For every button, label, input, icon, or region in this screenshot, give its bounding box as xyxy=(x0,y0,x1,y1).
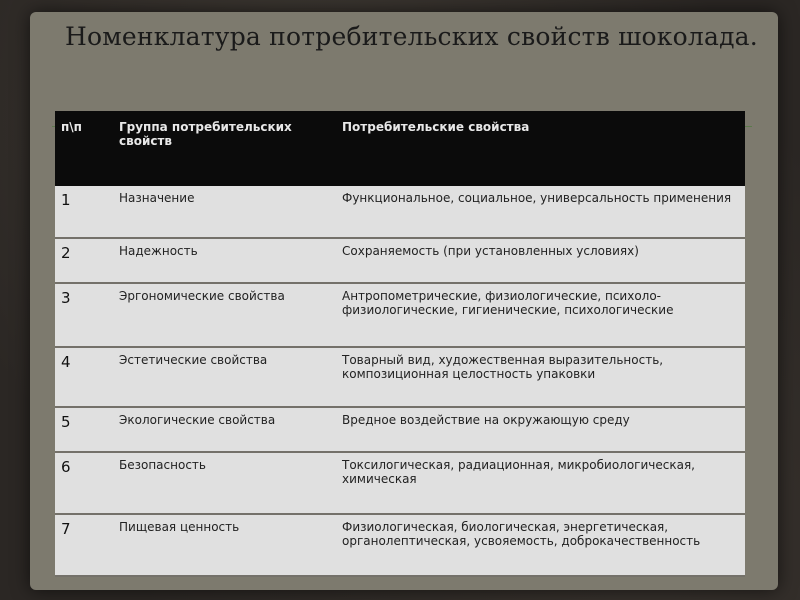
row-properties: Физиологическая, биологическая, энергетическая, органолептическая, усвояемость, доброкачественность xyxy=(336,514,745,576)
row-group: Экологические свойства xyxy=(113,407,336,452)
table-row xyxy=(55,407,745,452)
row-number: 3 xyxy=(55,283,113,347)
row-group: Надежность xyxy=(113,238,336,283)
row-properties: Функциональное, социальное, универсальность применения xyxy=(336,186,745,238)
header-number: п\п xyxy=(55,111,113,186)
row-number: 1 xyxy=(55,186,113,238)
row-group: Безопасность xyxy=(113,452,336,514)
row-number: 4 xyxy=(55,347,113,407)
row-number: 5 xyxy=(55,407,113,452)
row-group: Эстетические свойства xyxy=(113,347,336,407)
row-group: Эргономические свойства xyxy=(113,283,336,347)
row-properties: Товарный вид, художественная выразительность, композиционная целостность упаковки xyxy=(336,347,745,407)
row-properties: Антропометрические, физиологические, психоло-физиологические, гигиенические, психологические xyxy=(336,283,745,347)
row-group: Пищевая ценность xyxy=(113,514,336,576)
row-properties: Сохраняемость (при установленных условиях) xyxy=(336,238,745,283)
row-group: Назначение xyxy=(113,186,336,238)
row-number: 6 xyxy=(55,452,113,514)
row-properties: Токсилогическая, радиационная, микробиологическая, химическая xyxy=(336,452,745,514)
table-row xyxy=(55,283,745,347)
header-properties: Потребительские свойства xyxy=(336,111,745,186)
table-row xyxy=(55,347,745,407)
table-row xyxy=(55,186,745,238)
row-number: 2 xyxy=(55,238,113,283)
table-row xyxy=(55,452,745,514)
header-group: Группа потребительских свойств xyxy=(113,111,336,186)
properties-table xyxy=(55,111,745,577)
row-number: 7 xyxy=(55,514,113,576)
table-row xyxy=(55,514,745,576)
page-title: Номенклатура потребительских свойств шоколада. xyxy=(65,22,758,51)
table-row xyxy=(55,238,745,283)
row-properties: Вредное воздействие на окружающую среду xyxy=(336,407,745,452)
table-header-row xyxy=(55,111,745,186)
